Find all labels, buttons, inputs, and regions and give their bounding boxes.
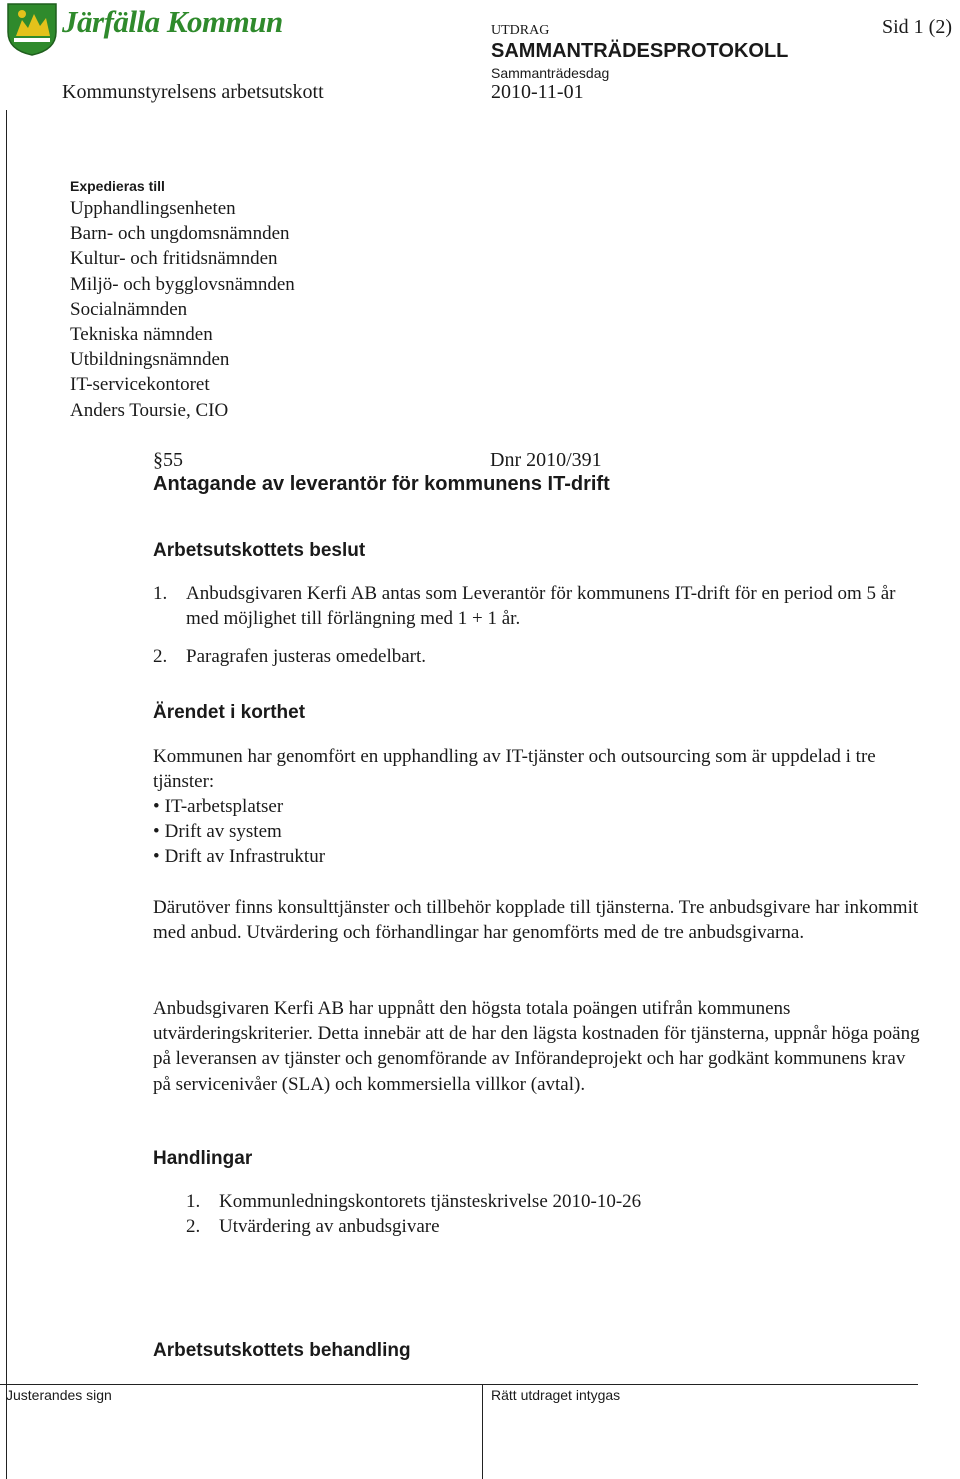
- korthet-intro: Kommunen har genomfört en upphandling av IT-tjänster och outsourcing som är uppdelad i tre tjänster:: [153, 746, 876, 793]
- meeting-date-label: Sammanträdesdag: [491, 65, 610, 81]
- handling-number: 2.: [186, 1216, 201, 1237]
- recipient-item: Socialnämnden: [70, 298, 188, 320]
- beslut-item-text: Anbudsgivaren Kerfi AB antas som Leverantör för kommunens IT-drift för en period om 5 år med möjlighet till förlängning med 1 + 1 år.: [186, 583, 896, 630]
- beslut-item-number: 2.: [153, 646, 168, 667]
- service-bullet-list: [153, 794, 325, 870]
- recipient-list: [70, 196, 295, 423]
- coat-of-arms-icon: [6, 2, 58, 56]
- recipient-item: Miljö- och bygglovsnämnden: [70, 273, 295, 295]
- recipient-item: Anders Toursie, CIO: [70, 399, 229, 421]
- recipient-item: Utbildningsnämnden: [70, 349, 230, 371]
- committee-name: Kommunstyrelsens arbetsutskott: [62, 81, 324, 103]
- left-margin-line: [6, 110, 7, 1479]
- document-type: UTDRAG: [491, 23, 550, 38]
- beslut-heading: Arbetsutskottets beslut: [153, 540, 366, 561]
- protocol-title: SAMMANTRÄDESPROTOKOLL: [491, 40, 789, 62]
- handling-number: 1.: [186, 1191, 201, 1212]
- meeting-date: 2010-11-01: [491, 81, 584, 103]
- logo-wordmark: Järfälla Kommun: [62, 4, 283, 39]
- paragraph-number: §55: [153, 449, 183, 471]
- korthet-heading: Ärendet i korthet: [153, 702, 306, 723]
- service-bullet: • Drift av system: [153, 819, 325, 844]
- paragraph-title: Antagande av leverantör för kommunens IT-drift: [153, 473, 610, 495]
- service-bullet: • Drift av Infrastruktur: [153, 844, 325, 869]
- behandling-heading: Arbetsutskottets behandling: [153, 1340, 411, 1361]
- recipient-item: Barn- och ungdomsnämnden: [70, 223, 290, 245]
- recipient-item: IT-servicekontoret: [70, 374, 210, 396]
- service-bullet: • IT-arbetsplatser: [153, 794, 325, 819]
- korthet-paragraph: Anbudsgivaren Kerfi AB har uppnått den högsta totala poängen utifrån kommunens utvärderingskriterier. Detta innebär att de har den lägsta kostnaden för tjänsterna, uppnår höga poäng på leveransen av tjänster och genomförande av Införandeprojekt och har godkänt kommunens krav på servicenivåer (SLA) och kommersiella villkor (avtal).: [153, 998, 920, 1095]
- beslut-item-number: 1.: [153, 583, 168, 604]
- signature-line: [0, 1384, 918, 1385]
- korthet-paragraph: Därutöver finns konsulttjänster och tillbehör kopplade till tjänsterna. Tre anbudsgivare har inkommit med anbud. Utvärdering och förhandlingar har genomförts med de tre anbudsgivarna.: [153, 897, 919, 944]
- beslut-item-text: Paragrafen justeras omedelbart.: [186, 646, 427, 667]
- justerandes-sign-label: Justerandes sign: [6, 1387, 112, 1403]
- case-number: Dnr 2010/391: [490, 449, 602, 471]
- expedieras-heading: Expedieras till: [70, 178, 165, 194]
- handling-text: Kommunledningskontorets tjänsteskrivelse 2010-10-26: [219, 1191, 642, 1212]
- recipient-item: Upphandlingsenheten: [70, 198, 236, 219]
- ratt-utdraget-label: Rätt utdraget intygas: [491, 1387, 621, 1403]
- handlingar-heading: Handlingar: [153, 1148, 253, 1169]
- handling-text: Utvärdering av anbudsgivare: [219, 1216, 440, 1237]
- page-indicator: Sid 1 (2): [882, 16, 952, 38]
- recipient-item: Kultur- och fritidsnämnden: [70, 248, 278, 270]
- recipient-item: Tekniska nämnden: [70, 324, 213, 346]
- signature-divider: [482, 1384, 483, 1479]
